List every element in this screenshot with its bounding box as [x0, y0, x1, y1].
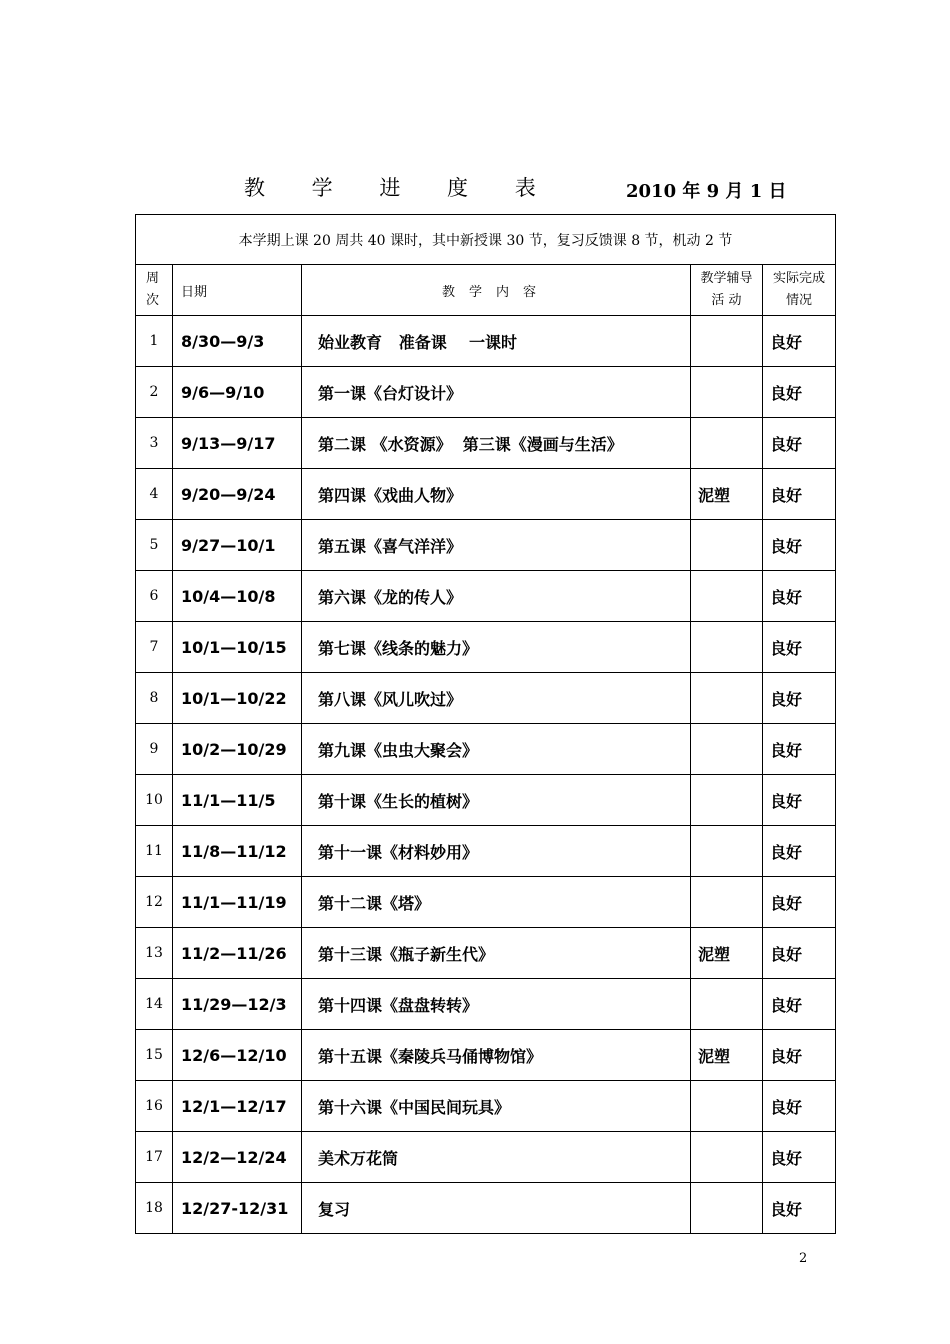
status-cell: 良好 [763, 1030, 836, 1081]
status-cell: 良好 [763, 877, 836, 928]
aux-cell [691, 775, 763, 826]
week-cell: 11 [136, 826, 173, 877]
week-cell: 15 [136, 1030, 173, 1081]
content-cell: 第二课 《水资源》 第三课《漫画与生活》 [302, 418, 691, 469]
date-cell: 9/27—10/1 [173, 520, 302, 571]
status-cell: 良好 [763, 724, 836, 775]
content-cell: 第七课《线条的魅力》 [302, 622, 691, 673]
status-cell: 良好 [763, 1183, 836, 1234]
aux-cell [691, 367, 763, 418]
date-cell: 11/1—11/5 [173, 775, 302, 826]
week-cell: 5 [136, 520, 173, 571]
status-cell: 良好 [763, 469, 836, 520]
status-cell: 良好 [763, 418, 836, 469]
status-cell: 良好 [763, 316, 836, 367]
table-row [136, 877, 836, 928]
date-cell: 10/1—10/15 [173, 622, 302, 673]
table-row [136, 418, 836, 469]
date-cell: 9/6—9/10 [173, 367, 302, 418]
schedule-table [135, 214, 836, 1234]
week-cell: 8 [136, 673, 173, 724]
summary-row [136, 215, 836, 265]
date-cell: 12/27-12/31 [173, 1183, 302, 1234]
week-cell: 2 [136, 367, 173, 418]
aux-cell [691, 673, 763, 724]
aux-cell: 泥塑 [691, 1030, 763, 1081]
table-row [136, 673, 836, 724]
table-row [136, 979, 836, 1030]
week-cell: 16 [136, 1081, 173, 1132]
content-cell: 第十二课《塔》 [302, 877, 691, 928]
table-row [136, 1081, 836, 1132]
aux-cell: 泥塑 [691, 469, 763, 520]
date-cell: 9/13—9/17 [173, 418, 302, 469]
date-cell: 11/1—11/19 [173, 877, 302, 928]
date-cell: 11/2—11/26 [173, 928, 302, 979]
table-row [136, 316, 836, 367]
content-cell: 第八课《风儿吹过》 [302, 673, 691, 724]
week-cell: 4 [136, 469, 173, 520]
table-row [136, 1132, 836, 1183]
date-cell: 12/2—12/24 [173, 1132, 302, 1183]
aux-cell [691, 520, 763, 571]
week-cell: 1 [136, 316, 173, 367]
date-cell: 12/6—12/10 [173, 1030, 302, 1081]
status-cell: 良好 [763, 979, 836, 1030]
content-cell: 第四课《戏曲人物》 [302, 469, 691, 520]
date-cell: 11/29—12/3 [173, 979, 302, 1030]
date-cell: 10/2—10/29 [173, 724, 302, 775]
content-cell: 始业教育 准备课 一课时 [302, 316, 691, 367]
page-title: 教 学 进 度 表 [244, 176, 556, 200]
content-cell: 第十六课《中国民间玩具》 [302, 1081, 691, 1132]
content-cell: 第十四课《盘盘转转》 [302, 979, 691, 1030]
header-row [136, 265, 836, 316]
table-row [136, 724, 836, 775]
content-cell: 第十课《生长的植树》 [302, 775, 691, 826]
date-cell: 8/30—9/3 [173, 316, 302, 367]
table-row [136, 367, 836, 418]
week-cell: 7 [136, 622, 173, 673]
column-header-status: 实际完成 情况 [763, 265, 836, 316]
content-cell: 第十一课《材料妙用》 [302, 826, 691, 877]
content-cell: 第一课《台灯设计》 [302, 367, 691, 418]
table-row [136, 775, 836, 826]
status-cell: 良好 [763, 1132, 836, 1183]
aux-cell [691, 1081, 763, 1132]
table-row [136, 1030, 836, 1081]
aux-cell [691, 1132, 763, 1183]
aux-cell [691, 877, 763, 928]
content-cell: 第六课《龙的传人》 [302, 571, 691, 622]
date-cell: 10/1—10/22 [173, 673, 302, 724]
week-cell: 9 [136, 724, 173, 775]
content-cell: 第十五课《秦陵兵马俑博物馆》 [302, 1030, 691, 1081]
aux-cell [691, 622, 763, 673]
aux-cell [691, 979, 763, 1030]
column-header-aux: 教学辅导 活 动 [691, 265, 763, 316]
week-cell: 18 [136, 1183, 173, 1234]
week-cell: 13 [136, 928, 173, 979]
week-cell: 6 [136, 571, 173, 622]
table-row [136, 571, 836, 622]
status-cell: 良好 [763, 775, 836, 826]
aux-cell [691, 1183, 763, 1234]
content-cell: 美术万花筒 [302, 1132, 691, 1183]
week-cell: 14 [136, 979, 173, 1030]
week-cell: 12 [136, 877, 173, 928]
table-row [136, 520, 836, 571]
aux-cell [691, 316, 763, 367]
column-header-date: 日期 [173, 265, 302, 316]
table-row [136, 1183, 836, 1234]
week-cell: 10 [136, 775, 173, 826]
content-cell: 复习 [302, 1183, 691, 1234]
aux-cell [691, 826, 763, 877]
aux-cell [691, 724, 763, 775]
status-cell: 良好 [763, 622, 836, 673]
content-cell: 第五课《喜气洋洋》 [302, 520, 691, 571]
table-row [136, 622, 836, 673]
status-cell: 良好 [763, 826, 836, 877]
page-number: 2 [799, 1251, 808, 1266]
status-cell: 良好 [763, 1081, 836, 1132]
status-cell: 良好 [763, 928, 836, 979]
date-cell: 9/20—9/24 [173, 469, 302, 520]
table-row [136, 469, 836, 520]
aux-cell: 泥塑 [691, 928, 763, 979]
status-cell: 良好 [763, 571, 836, 622]
table-row [136, 928, 836, 979]
date-cell: 12/1—12/17 [173, 1081, 302, 1132]
column-header-week: 周 次 [136, 265, 173, 316]
content-cell: 第九课《虫虫大聚会》 [302, 724, 691, 775]
status-cell: 良好 [763, 367, 836, 418]
week-cell: 17 [136, 1132, 173, 1183]
content-cell: 第十三课《瓶子新生代》 [302, 928, 691, 979]
date-cell: 11/8—11/12 [173, 826, 302, 877]
aux-cell [691, 571, 763, 622]
aux-cell [691, 418, 763, 469]
week-cell: 3 [136, 418, 173, 469]
table-row [136, 826, 836, 877]
document-date: 2010 年 9 月 1 日 [626, 181, 787, 202]
column-header-content: 教学内容 [302, 265, 691, 316]
date-cell: 10/4—10/8 [173, 571, 302, 622]
status-cell: 良好 [763, 673, 836, 724]
summary-text: 本学期上课 20 周共 40 课时，其中新授课 30 节，复习反馈课 8 节，机动 2 节 [136, 215, 836, 265]
status-cell: 良好 [763, 520, 836, 571]
